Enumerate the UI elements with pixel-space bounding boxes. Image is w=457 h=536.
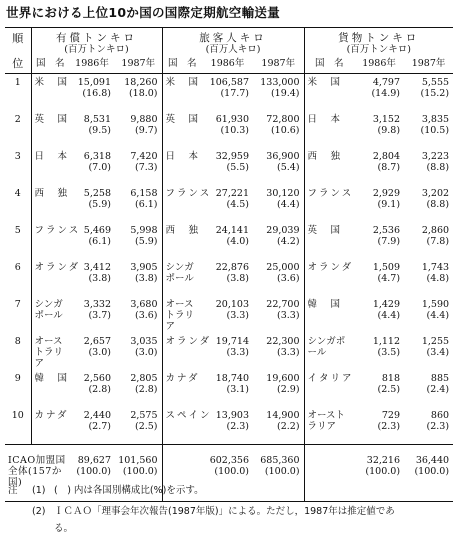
share-percent: (3.8) bbox=[226, 273, 250, 284]
value-cell bbox=[115, 407, 162, 445]
table-row bbox=[5, 185, 453, 222]
country-header: 国 名 bbox=[304, 55, 354, 74]
country-header: 国 名 bbox=[31, 55, 69, 74]
rank-cell: 7 bbox=[14, 299, 21, 310]
value: 1,429 bbox=[372, 299, 401, 310]
share-percent: (100.0) bbox=[264, 466, 300, 477]
value-cell bbox=[253, 407, 304, 445]
share-percent: (2.7) bbox=[88, 421, 111, 432]
value: 30,120 bbox=[266, 188, 300, 199]
value-cell bbox=[404, 222, 453, 259]
value-cell bbox=[202, 296, 253, 333]
share-percent: (6.1) bbox=[88, 236, 111, 247]
value-cell bbox=[404, 111, 453, 148]
value: 5,998 bbox=[130, 225, 158, 236]
value: 3,035 bbox=[130, 336, 158, 347]
share-percent: (2.4) bbox=[426, 384, 450, 395]
rank-cell: 10 bbox=[11, 410, 24, 421]
share-percent: (7.8) bbox=[426, 236, 450, 247]
value: 818 bbox=[381, 373, 401, 384]
value: 3,152 bbox=[372, 114, 401, 125]
value-cell bbox=[253, 296, 304, 333]
rank-cell: 8 bbox=[14, 336, 21, 347]
value-cell bbox=[115, 185, 162, 222]
share-percent: (100.0) bbox=[122, 466, 158, 477]
year-header: 1986年 bbox=[362, 58, 396, 69]
value: 3,202 bbox=[421, 188, 450, 199]
group-unit: (百万トンキロ) bbox=[64, 44, 129, 55]
value: 32,216 bbox=[366, 455, 401, 466]
value: 3,835 bbox=[421, 114, 450, 125]
value-cell bbox=[69, 370, 115, 407]
value: 89,627 bbox=[77, 455, 111, 466]
group-header-passenger bbox=[162, 28, 304, 56]
value-cell bbox=[69, 74, 115, 112]
value-cell bbox=[354, 370, 404, 407]
share-percent: (4.4) bbox=[277, 199, 300, 210]
share-percent: (8.8) bbox=[426, 162, 450, 173]
value: 19,600 bbox=[266, 373, 300, 384]
share-percent: (2.8) bbox=[88, 384, 111, 395]
share-percent: (2.9) bbox=[277, 384, 300, 395]
value: 3,332 bbox=[83, 299, 111, 310]
share-percent: (7.9) bbox=[377, 236, 401, 247]
note-line bbox=[8, 522, 395, 536]
table-row bbox=[5, 370, 453, 407]
value-cell bbox=[115, 222, 162, 259]
value-cell bbox=[202, 222, 253, 259]
value: 2,804 bbox=[372, 151, 401, 162]
value-cell bbox=[253, 111, 304, 148]
value: 3,905 bbox=[130, 262, 158, 273]
value-cell bbox=[253, 148, 304, 185]
value-cell bbox=[354, 259, 404, 296]
value: 2,805 bbox=[130, 373, 158, 384]
share-percent: (5.4) bbox=[277, 162, 300, 173]
rank-cell: 5 bbox=[14, 225, 21, 236]
share-percent: (5.5) bbox=[226, 162, 250, 173]
share-percent: (3.8) bbox=[88, 273, 111, 284]
share-percent: (100.0) bbox=[76, 466, 111, 477]
group-unit: (百万人キロ) bbox=[205, 44, 261, 55]
country-cell: 日 本 bbox=[162, 148, 202, 185]
value: 36,900 bbox=[266, 151, 300, 162]
group-label: 旅客人キロ bbox=[199, 32, 267, 44]
share-percent: (3.5) bbox=[377, 347, 401, 358]
value: 15,091 bbox=[77, 77, 111, 88]
value: 2,575 bbox=[130, 410, 158, 421]
rank-cell: 9 bbox=[14, 373, 21, 384]
country-cell: オーストラリア bbox=[31, 333, 69, 370]
share-percent: (2.3) bbox=[377, 421, 401, 432]
share-percent: (14.9) bbox=[371, 88, 401, 99]
note-line bbox=[8, 480, 395, 501]
share-percent: (4.4) bbox=[377, 310, 401, 321]
table-row bbox=[5, 333, 453, 370]
value-cell bbox=[69, 185, 115, 222]
table-row bbox=[5, 74, 453, 112]
share-percent: (2.3) bbox=[226, 421, 250, 432]
share-percent: (100.0) bbox=[414, 466, 450, 477]
year-header: 1986年 bbox=[210, 58, 245, 69]
group-header-freight bbox=[304, 28, 453, 56]
value-cell bbox=[69, 333, 115, 370]
value-cell bbox=[404, 74, 453, 112]
value-cell bbox=[354, 222, 404, 259]
year-header: 1987年 bbox=[121, 58, 156, 69]
year-header: 1987年 bbox=[411, 58, 446, 69]
country-cell: 西 独 bbox=[162, 222, 202, 259]
rank-cell: 4 bbox=[14, 188, 21, 199]
share-percent: (3.3) bbox=[277, 310, 300, 321]
value-cell bbox=[115, 74, 162, 112]
value: 1,255 bbox=[421, 336, 450, 347]
value: 9,880 bbox=[130, 114, 158, 125]
table-row bbox=[5, 148, 453, 185]
share-percent: (4.4) bbox=[426, 310, 450, 321]
value-cell bbox=[253, 333, 304, 370]
value-cell bbox=[354, 185, 404, 222]
country-cell: 英 国 bbox=[31, 111, 69, 148]
share-percent: (2.5) bbox=[377, 384, 401, 395]
value-cell bbox=[354, 407, 404, 445]
value: 61,930 bbox=[215, 114, 250, 125]
value: 101,560 bbox=[118, 455, 158, 466]
country-cell: オランダ bbox=[162, 333, 202, 370]
value-cell bbox=[253, 185, 304, 222]
year-header: 1986年 bbox=[75, 58, 109, 69]
rank-cell: 1 bbox=[14, 77, 21, 88]
country-cell: スペイン bbox=[162, 407, 202, 445]
value: 32,959 bbox=[215, 151, 250, 162]
value-cell bbox=[354, 74, 404, 112]
share-percent: (9.5) bbox=[88, 125, 111, 136]
country-cell: フランス bbox=[162, 185, 202, 222]
country-cell: 英 国 bbox=[304, 222, 354, 259]
group-header-revenue bbox=[31, 28, 162, 56]
table-row bbox=[5, 111, 453, 148]
share-percent: (2.3) bbox=[426, 421, 450, 432]
value-cell bbox=[69, 407, 115, 445]
value-cell bbox=[404, 259, 453, 296]
value: 5,258 bbox=[83, 188, 111, 199]
value: 106,587 bbox=[209, 77, 250, 88]
value: 133,000 bbox=[260, 77, 300, 88]
value-cell bbox=[115, 259, 162, 296]
value: 25,000 bbox=[266, 262, 300, 273]
country-cell: 英 国 bbox=[162, 111, 202, 148]
value: 27,221 bbox=[215, 188, 250, 199]
share-percent: (7.3) bbox=[134, 162, 158, 173]
note-text: る。 bbox=[54, 523, 74, 534]
value: 1,509 bbox=[372, 262, 401, 273]
page-title: 世界における上位10か国の国際定期航空輸送量 bbox=[6, 5, 280, 20]
value-cell bbox=[202, 148, 253, 185]
value-cell bbox=[354, 111, 404, 148]
share-percent: (7.0) bbox=[88, 162, 111, 173]
value: 19,714 bbox=[215, 336, 250, 347]
value: 1,112 bbox=[372, 336, 401, 347]
value: 2,860 bbox=[421, 225, 450, 236]
share-percent: (4.7) bbox=[377, 273, 401, 284]
share-percent: (8.8) bbox=[426, 199, 450, 210]
value: 2,560 bbox=[83, 373, 111, 384]
rank-cell: 2 bbox=[14, 114, 21, 125]
rank-cell: 3 bbox=[14, 151, 21, 162]
note-text: ＩＣＡＯ「理事会年次報告(1987年版)」による。ただし，1987年は推定値であ bbox=[54, 506, 395, 517]
share-percent: (16.8) bbox=[82, 88, 111, 99]
value-cell bbox=[404, 370, 453, 407]
share-percent: (4.2) bbox=[277, 236, 300, 247]
share-percent: (8.7) bbox=[377, 162, 401, 173]
country-cell: シンガポール bbox=[304, 333, 354, 370]
rank-header-top bbox=[5, 28, 31, 74]
share-percent: (17.7) bbox=[220, 88, 250, 99]
share-percent: (3.1) bbox=[226, 384, 250, 395]
value-cell bbox=[253, 74, 304, 112]
value-cell bbox=[115, 111, 162, 148]
value: 36,440 bbox=[415, 455, 450, 466]
note-text: ( ) 内は各国別構成比(%)を示す。 bbox=[54, 485, 204, 496]
value-cell bbox=[202, 259, 253, 296]
value-cell bbox=[69, 148, 115, 185]
country-cell: カナダ bbox=[162, 370, 202, 407]
share-percent: (9.7) bbox=[134, 125, 158, 136]
value: 22,700 bbox=[266, 299, 300, 310]
value: 14,900 bbox=[266, 410, 300, 421]
share-percent: (3.0) bbox=[134, 347, 158, 358]
note-number: (2) bbox=[32, 506, 46, 517]
share-percent: (3.3) bbox=[226, 347, 250, 358]
value-cell bbox=[253, 259, 304, 296]
share-percent: (10.6) bbox=[270, 125, 300, 136]
value: 2,536 bbox=[372, 225, 401, 236]
value-cell bbox=[404, 148, 453, 185]
country-cell: 米 国 bbox=[31, 74, 69, 112]
value: 24,141 bbox=[215, 225, 250, 236]
country-cell: フランス bbox=[31, 222, 69, 259]
value: 22,300 bbox=[266, 336, 300, 347]
value-cell bbox=[115, 333, 162, 370]
country-cell: 米 国 bbox=[162, 74, 202, 112]
value-cell bbox=[404, 407, 453, 445]
value: 3,412 bbox=[83, 262, 111, 273]
value: 729 bbox=[381, 410, 401, 421]
share-percent: (4.0) bbox=[226, 236, 250, 247]
value: 20,103 bbox=[215, 299, 250, 310]
share-percent: (6.1) bbox=[134, 199, 158, 210]
country-cell: フランス bbox=[304, 185, 354, 222]
value: 18,740 bbox=[215, 373, 250, 384]
transport-table bbox=[5, 27, 453, 502]
value: 2,440 bbox=[83, 410, 111, 421]
country-cell: 日 本 bbox=[304, 111, 354, 148]
value: 29,039 bbox=[266, 225, 300, 236]
value: 5,555 bbox=[421, 77, 450, 88]
rank-header-char: 順 bbox=[12, 31, 24, 45]
table-row bbox=[5, 407, 453, 445]
share-percent: (10.3) bbox=[220, 125, 250, 136]
rank-header-char: 位 bbox=[12, 56, 24, 70]
note-prefix: 注 bbox=[8, 485, 18, 496]
country-cell: オーストラリア bbox=[162, 296, 202, 333]
value-cell bbox=[354, 148, 404, 185]
table-row bbox=[5, 222, 453, 259]
value: 13,903 bbox=[215, 410, 250, 421]
share-percent: (100.0) bbox=[365, 466, 401, 477]
value: 2,657 bbox=[83, 336, 111, 347]
share-percent: (18.0) bbox=[128, 88, 158, 99]
value: 3,680 bbox=[130, 299, 158, 310]
rank-cell: 6 bbox=[14, 262, 21, 273]
year-header: 1987年 bbox=[261, 58, 296, 69]
share-percent: (2.5) bbox=[134, 421, 158, 432]
value: 8,531 bbox=[83, 114, 111, 125]
country-cell: 西 独 bbox=[304, 148, 354, 185]
share-percent: (19.4) bbox=[270, 88, 300, 99]
value: 1,590 bbox=[421, 299, 450, 310]
value-cell bbox=[253, 222, 304, 259]
share-percent: (3.3) bbox=[277, 347, 300, 358]
value-cell bbox=[354, 333, 404, 370]
group-unit: (百万トンキロ) bbox=[346, 44, 411, 55]
value-cell bbox=[115, 370, 162, 407]
value-cell bbox=[115, 296, 162, 333]
share-percent: (2.8) bbox=[134, 384, 158, 395]
value: 685,360 bbox=[260, 455, 300, 466]
notes bbox=[8, 480, 395, 536]
share-percent: (3.8) bbox=[134, 273, 158, 284]
share-percent: (9.8) bbox=[377, 125, 401, 136]
country-cell: シンガポール bbox=[162, 259, 202, 296]
value: 72,800 bbox=[266, 114, 300, 125]
country-cell: オランダ bbox=[304, 259, 354, 296]
value-cell bbox=[404, 445, 453, 502]
value: 18,260 bbox=[124, 77, 158, 88]
value-cell bbox=[404, 185, 453, 222]
country-cell: オーストラリア bbox=[304, 407, 354, 445]
value-cell bbox=[202, 370, 253, 407]
value-cell bbox=[253, 370, 304, 407]
value: 885 bbox=[430, 373, 450, 384]
value: 7,420 bbox=[130, 151, 158, 162]
share-percent: (3.0) bbox=[88, 347, 111, 358]
country-cell: イタリア bbox=[304, 370, 354, 407]
share-percent: (9.1) bbox=[377, 199, 401, 210]
share-percent: (100.0) bbox=[214, 466, 250, 477]
share-percent: (2.2) bbox=[277, 421, 300, 432]
note-line bbox=[8, 501, 395, 522]
value: 4,797 bbox=[372, 77, 401, 88]
value-cell bbox=[404, 296, 453, 333]
country-cell: 米 国 bbox=[304, 74, 354, 112]
value: 1,743 bbox=[421, 262, 450, 273]
country-cell: 韓 国 bbox=[304, 296, 354, 333]
value: 6,318 bbox=[83, 151, 111, 162]
share-percent: (3.6) bbox=[277, 273, 300, 284]
note-number: (1) bbox=[32, 485, 46, 496]
share-percent: (10.5) bbox=[420, 125, 450, 136]
value: 2,929 bbox=[372, 188, 401, 199]
country-cell: 韓 国 bbox=[31, 370, 69, 407]
value-cell bbox=[404, 333, 453, 370]
country-cell: オランダ bbox=[31, 259, 69, 296]
share-percent: (5.9) bbox=[134, 236, 158, 247]
table-row bbox=[5, 259, 453, 296]
table-row bbox=[5, 296, 453, 333]
country-header: 国 名 bbox=[162, 55, 202, 74]
country-cell: カナダ bbox=[31, 407, 69, 445]
share-percent: (3.4) bbox=[426, 347, 450, 358]
value-cell bbox=[115, 148, 162, 185]
value: 3,223 bbox=[421, 151, 450, 162]
share-percent: (15.2) bbox=[420, 88, 450, 99]
share-percent: (4.5) bbox=[226, 199, 250, 210]
country-cell: 西 独 bbox=[31, 185, 69, 222]
value: 22,876 bbox=[215, 262, 250, 273]
share-percent: (4.8) bbox=[426, 273, 450, 284]
group-label: 有償トンキロ bbox=[56, 32, 137, 44]
group-label: 貨物トンキロ bbox=[338, 32, 420, 44]
share-percent: (5.9) bbox=[88, 199, 111, 210]
country-cell: シンガポール bbox=[31, 296, 69, 333]
value: 860 bbox=[430, 410, 450, 421]
share-percent: (3.6) bbox=[134, 310, 158, 321]
value-cell bbox=[354, 296, 404, 333]
value: 602,356 bbox=[209, 455, 250, 466]
share-percent: (3.7) bbox=[88, 310, 111, 321]
value-cell bbox=[202, 111, 253, 148]
share-percent: (3.3) bbox=[226, 310, 250, 321]
value-cell bbox=[69, 111, 115, 148]
value-cell bbox=[202, 74, 253, 112]
value-cell bbox=[69, 296, 115, 333]
country-cell: 日 本 bbox=[31, 148, 69, 185]
value: 6,158 bbox=[130, 188, 158, 199]
total-label: ICAO加盟国全体(157か国) bbox=[8, 455, 66, 488]
value: 5,469 bbox=[83, 225, 111, 236]
